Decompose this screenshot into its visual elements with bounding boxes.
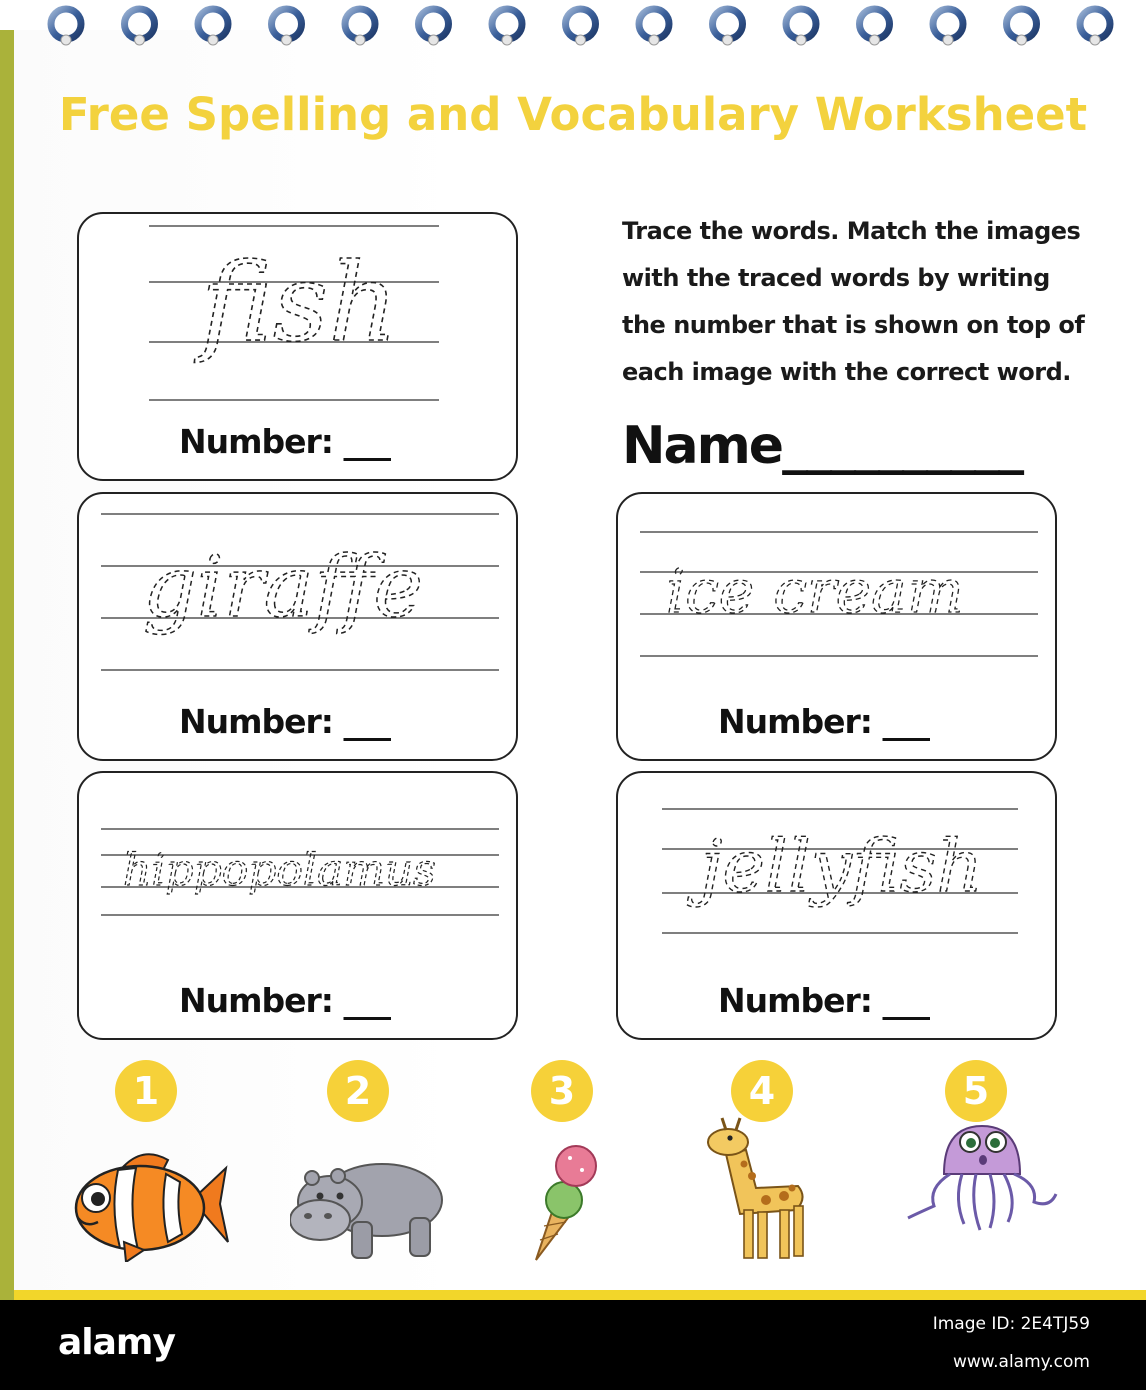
number-blank: Number: ___ — [718, 702, 929, 741]
binding-hole — [723, 35, 733, 45]
binding-hole — [135, 35, 145, 45]
frame-left-border — [0, 30, 14, 1300]
number-badge-5: 5 — [945, 1060, 1007, 1122]
number-badge-4: 4 — [731, 1060, 793, 1122]
clownfish-icon — [64, 1146, 230, 1262]
binding-hole — [576, 35, 586, 45]
frame-bottom-border — [14, 1290, 1146, 1300]
stock-footer — [0, 1300, 1146, 1390]
name-field[interactable] — [622, 416, 1022, 476]
binding-hole — [429, 35, 439, 45]
hippo-icon — [290, 1156, 448, 1264]
trace-word: fish — [201, 241, 399, 366]
binding-hole — [649, 35, 659, 45]
trace-word: hippopolamus — [123, 845, 436, 896]
binding-hole — [796, 35, 806, 45]
spiral-binding — [0, 0, 1146, 56]
trace-word: ice cream — [666, 557, 964, 627]
brand-logo: alamy — [58, 1322, 175, 1363]
number-blank: Number: ___ — [179, 422, 390, 461]
binding-hole — [870, 35, 880, 45]
giraffe-icon — [700, 1114, 818, 1262]
number-badge-2: 2 — [327, 1060, 389, 1122]
trace-word: giraffe — [143, 538, 424, 636]
binding-hole — [208, 35, 218, 45]
binding-hole — [502, 35, 512, 45]
name-label: Name — [622, 416, 783, 476]
number-blank: Number: ___ — [179, 702, 390, 741]
instructions-text: Trace the words. Match the images with the traced words by writing the number that is shown on top of each image with the correct word. — [622, 217, 1085, 386]
trace-card-ice-cream — [616, 492, 1057, 761]
trace-card-jellyfish — [616, 771, 1057, 1040]
trace-word: jellyfish — [700, 824, 984, 908]
number-badge-1: 1 — [115, 1060, 177, 1122]
ice-cream-icon — [530, 1142, 602, 1262]
trace-card-fish — [77, 212, 518, 481]
number-badge-3: 3 — [531, 1060, 593, 1122]
trace-card-giraffe — [77, 492, 518, 761]
binding-hole — [61, 35, 71, 45]
site-url: www.alamy.com — [952, 1352, 1090, 1372]
number-blank: Number: ___ — [718, 981, 929, 1020]
worksheet-title: Free Spelling and Vocabulary Worksheet — [58, 88, 1088, 141]
name-blank: __________ — [782, 416, 1023, 476]
image-id: Image ID: 2E4TJ59 — [932, 1314, 1090, 1334]
jellyfish-icon — [904, 1122, 1060, 1232]
binding-hole — [1090, 35, 1100, 45]
binding-hole — [355, 35, 365, 45]
binding-hole — [943, 35, 953, 45]
trace-card-hippopolamus — [77, 771, 518, 1040]
binding-hole — [1017, 35, 1027, 45]
binding-hole — [282, 35, 292, 45]
number-blank: Number: ___ — [179, 981, 390, 1020]
